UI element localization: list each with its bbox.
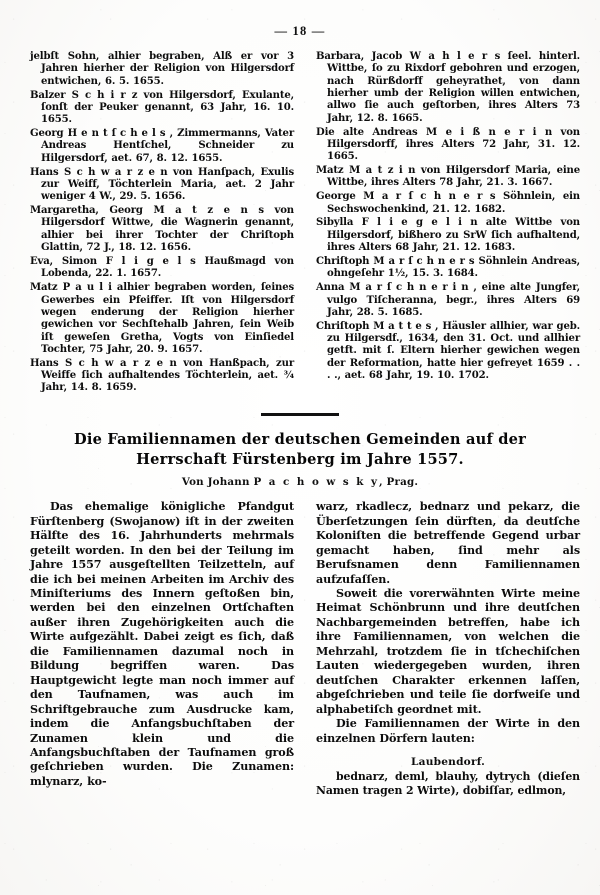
register-entry: Hans S c h w a r z e n von Hanſpach, Exulis zur Weiff, Töchterlein Maria, aet. 2 Jahr weniger 4 W., 29. 5. 1656. <box>30 166 294 203</box>
section-divider <box>0 413 600 416</box>
register-entry: Margaretha, Georg M a t z e n s von Hilgersdorf Wittwe, die Wagnerin genannt, alhier bei ihrer Tochter der Chriſtoph Glattin, 72 J., 18. 12. 1656. <box>30 205 294 254</box>
register-column-left <box>30 51 294 396</box>
page-number: — 18 — <box>274 24 326 38</box>
article-title-line-2: Herrschaft Fürstenberg im Jahre 1557. <box>136 450 464 468</box>
register-entry: Chriſtoph M a r ſ c h n e r s Söhnlein Andreas, ohngeſehr 1½, 15. 3. 1684. <box>316 256 580 280</box>
register-entry: Die alte Andreas M e i ß n e r i n von Hilgersdorff, ihres Alters 72 Jahr, 31. 12. 1665. <box>316 126 580 163</box>
register-entry: Balzer S c h i r z von Hilgersdorf, Exulante, ſonſt der Peuker genannt, 63 Jahr, 16. 10. 1655. <box>30 89 294 126</box>
byline-suffix: , Prag. <box>378 476 419 489</box>
article-title <box>0 430 600 469</box>
register-section <box>0 51 600 396</box>
register-entry: Eva, Simon F l i g e l s Haußmagd von Lobenda, 22. 1. 1657. <box>30 256 294 280</box>
article-paragraph: Das ehemalige königliche Pfandgut Fürſtenberg (Swojanow) iſt in der zweiten Hälfte des 16. Jahrhunderts mehrmals geteilt worden. In den bei der Teilung im Jahre 1557 ausgeſtellten Teilzetteln, auf die ich bei meinen Arbeiten im Archiv des Miniſteriums des Innern geſtoßen bin, werden bei den einzelnen Ortſchaften außer ihren Zugehörigkeiten auch die Wirte aufgezählt. Dabei zeigt es ſich, daß die Familiennamen dazumal noch in Bildung begriffen waren. Das Hauptgewicht legte man noch immer auf den Taufnamen, was auch im Schriftgebrauche zum Ausdrucke kam, indem die Anfangsbuchſtaben der Zunamen klein und die Anfangsbuchſtaben der Taufnamen groß geſchrieben wurden. Die Zunamen: mlynarz, ko- <box>30 500 294 788</box>
byline-prefix: Von Johann <box>181 476 254 489</box>
article-column-left <box>30 500 294 798</box>
register-entry: George M a r ſ c h n e r s Söhnlein, ein Sechswochenkind, 21. 12. 1682. <box>316 191 580 215</box>
register-entry: Matz M a t z i n von Hilgersdorf Maria, eine Wittbe, ihres Alters 78 Jahr, 21. 3. 1667. <box>316 165 580 189</box>
article-paragraph: Soweit die vorerwähnten Wirte meine Heimat Schönbrunn und ihre deutſchen Nachbargemeinden betreffen, habe ich ihre Familiennamen, von welchen die Mehrzahl, trotzdem ſie in tſchechiſchen Lauten wiedergegeben wurden, ihren deutſchen Charakter erkennen laſſen, abgeſchrieben und teile ſie dorfweiſe und alphabetiſch geordnet mit. <box>316 587 580 716</box>
article-paragraph: Die Familiennamen der Wirte in den einzelnen Dörfern lauten: <box>316 717 580 745</box>
register-entry: Sibylla F l i e g e l i n alte Wittbe von Hilgersdorf, bißhero zu SrW ſich aufhaltend, ihres Alters 68 Jahr, 21. 12. 1683. <box>316 217 580 254</box>
byline-author-name: P a c h o w s k y <box>253 476 379 489</box>
article-byline <box>0 476 600 488</box>
register-entry: Barbara, Jacob W a h l e r s ſeel. hinterl. Wittbe, ſo zu Rixdorf gebohren und erzogen, nach Rürßdorff geheyrathet, von dann hierher umb der Religion willen entwichen, allwo ſie auch geſtorben, ihres Alters 73 Jahr, 12. 8. 1665. <box>316 51 580 124</box>
register-entry: jelbſt Sohn, alhier begraben, Alß er vor 3 Jahren hierher der Religion von Hilgersdorf entwichen, 6. 5. 1655. <box>30 51 294 87</box>
village-heading: Laubendorf. <box>411 755 485 768</box>
register-column-right <box>316 51 580 396</box>
article-title-line-1: Die Familiennamen der deutschen Gemeinden auf der <box>73 431 527 449</box>
article-column-right <box>316 500 580 798</box>
village-name-list: bednarz, deml, blauhy, dytrych (dieſen Namen tragen 2 Wirte), dobiſſar, edlmon, <box>316 769 580 798</box>
article-body <box>0 500 600 798</box>
horizontal-rule <box>261 413 339 416</box>
register-entry: Matz P a u l i alhier begraben worden, ſeines Gewerbes ein Pfeiffer. Iſt von Hilgersdorf wegen enderung der Religion hierher gewichen vor Sechſtehalb Jahren, ſein Weib iſt geweſen Gretha, Vogts von Einſiedel Tochter, 75 Jahr, 20. 9. 1657. <box>30 282 294 355</box>
register-entry: Georg H e n t ſ c h e l s , Zimmermanns, Vater Andreas Hentſchel, Schneider zu Hilgersdorf, aet. 67, 8. 12. 1655. <box>30 128 294 164</box>
article-paragraph: warz, rkadlecz, bednarz und pekarz, die Überſetzungen ſein dürften, da deutſche Koloniſten die betreffende Gegend urbar gemacht haben, ſind mehr als Berufsnamen denn Familiennamen aufzufaſſen. <box>316 500 580 586</box>
register-entry: Hans S c h w a r z e n von Hanßpach, zur Weiffe ſich aufhaltendes Töchterlein, aet. ¾ Jahr, 14. 8. 1659. <box>30 357 294 394</box>
register-entry: Anna M a r ſ c h n e r i n , eine alte Jungfer, vulgo Tiſcheranna, begr., ihres Alters 69 Jahr, 28. 5. 1685. <box>316 282 580 318</box>
register-entry: Chriſtoph M a t t e s , Häusler allhier, war geb. zu Hilgersdf., 1634, den 31. Oct. und allhier getft. mit ſ. Eltern hierher gewichen wegen der Reformation, hatte hier gefreyet 1659 . . . ., aet. 68 Jahr, 19. 10. 1702. <box>316 320 580 382</box>
